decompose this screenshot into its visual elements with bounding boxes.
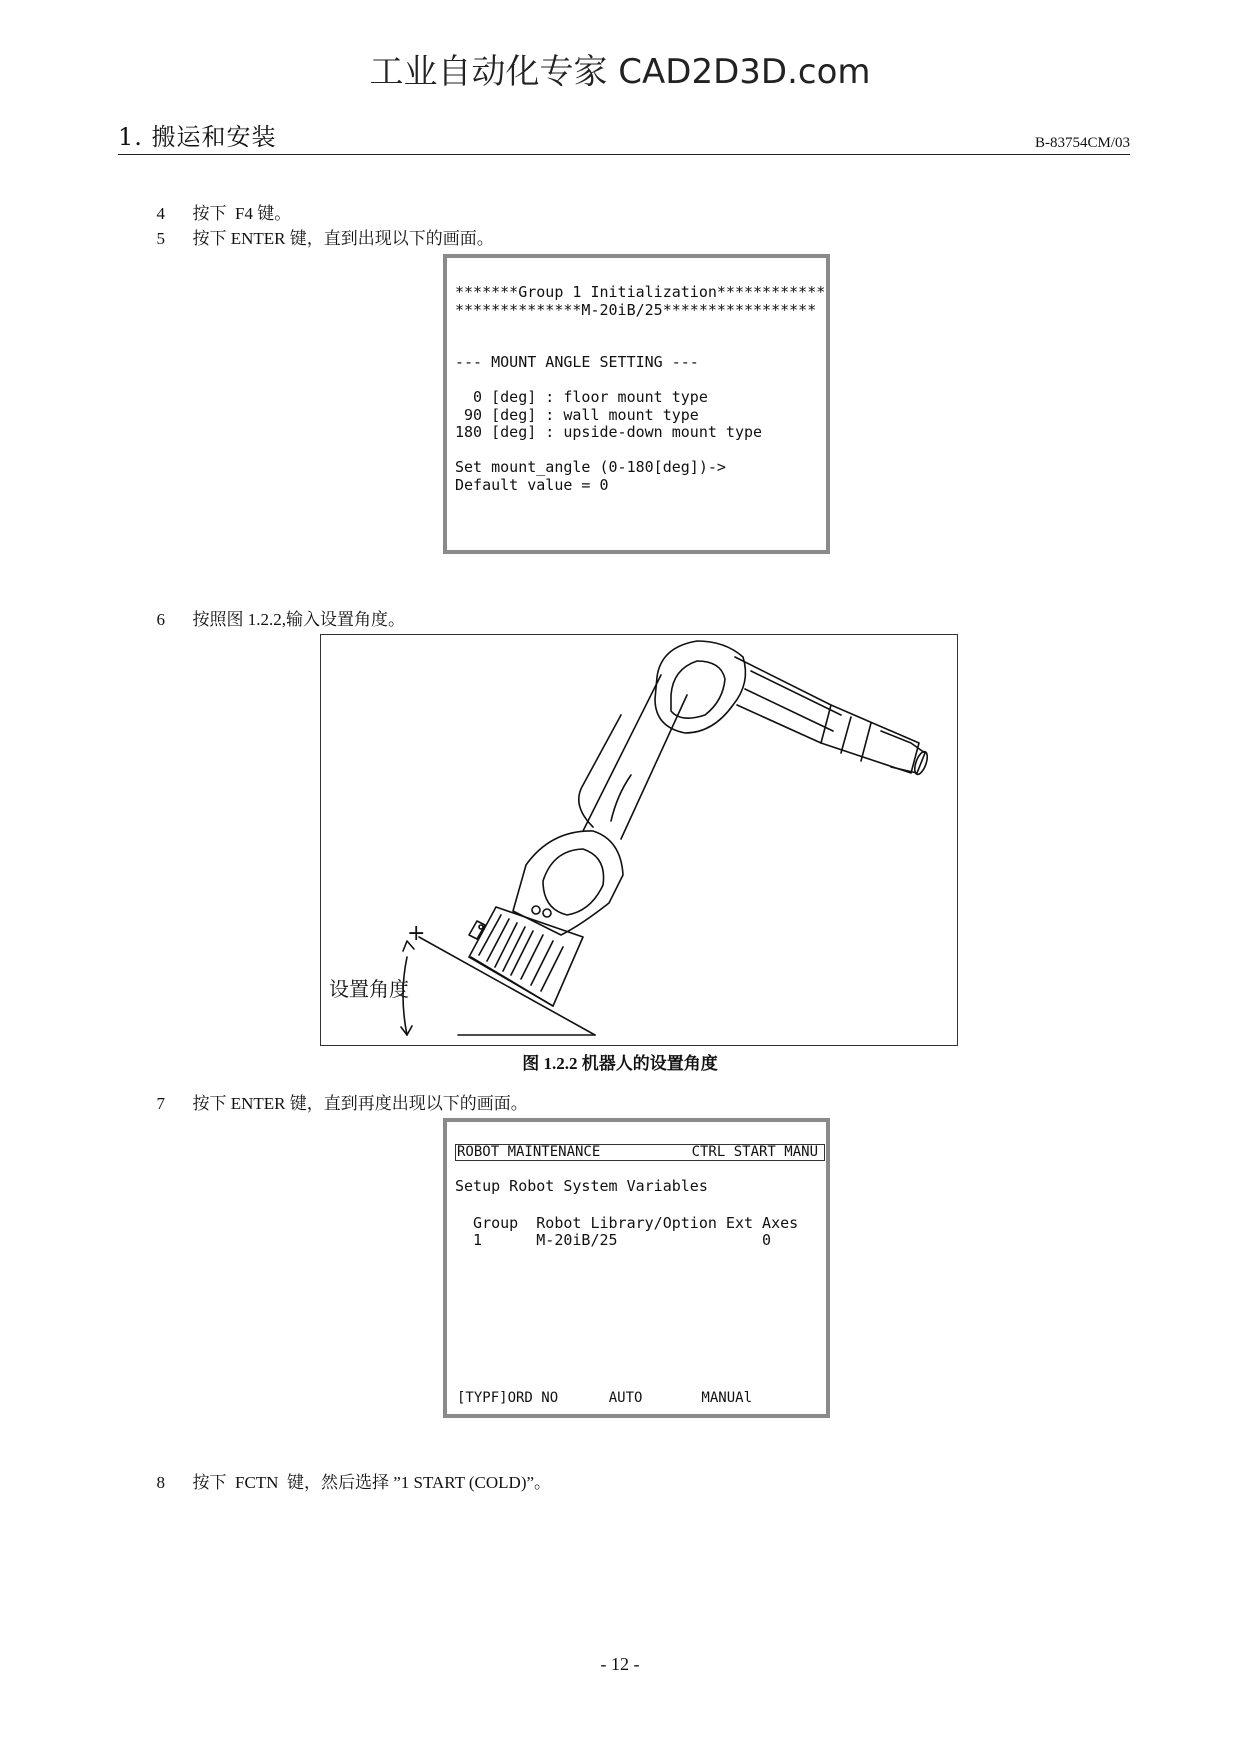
page-number: - 12 - [600, 1654, 640, 1674]
screen-line [455, 319, 825, 337]
teach-pendant-screen-robot-maintenance [443, 1118, 830, 1418]
screen-line: **************M-20iB/25***************** [455, 300, 817, 319]
robot-elbow [655, 641, 745, 733]
step-number: 6 [156, 610, 165, 629]
table-header: Group Robot Library/Option Ext Axes [455, 1214, 799, 1232]
screen-line: Default value = 0 [455, 475, 609, 494]
site-banner: 工业自动化专家 CAD2D3D.com [369, 52, 871, 92]
page-header [118, 122, 1130, 155]
step-text: 按下 F4 键。 [192, 204, 292, 223]
robot-wrist [881, 731, 925, 773]
screen-text [455, 284, 825, 494]
robot-mount-angle-figure [320, 634, 958, 1046]
screen-status: CTRL START MANU [691, 1144, 818, 1160]
function-key-bar: [TYPF]ORD NO AUTO MANUAl [457, 1390, 753, 1406]
screen-title-bar [455, 1144, 825, 1161]
screen-title: ROBOT MAINTENANCE [457, 1144, 601, 1160]
robot-drawing [321, 635, 959, 1047]
doc-number: B-83754CM/03 [1034, 135, 1130, 151]
step-number: 8 [156, 1473, 165, 1492]
setup-title: Setup Robot System Variables [455, 1177, 708, 1195]
screen-line [455, 337, 825, 355]
screen-line [455, 442, 825, 460]
robot-upper-arm [735, 657, 919, 773]
teach-pendant-screen-mount-angle [443, 254, 830, 554]
robot-j2-housing [513, 831, 623, 935]
screen-line: 0 [deg] : floor mount type [455, 388, 708, 406]
screen-line: 180 [deg] : upside-down mount type [455, 423, 763, 441]
step-number: 5 [156, 229, 165, 248]
tilted-base-line [419, 937, 595, 1035]
step-5 [148, 206, 494, 250]
section-title: 1. 搬运和安装 [118, 123, 277, 151]
step-text: 按下 ENTER 键，直到出现以下的画面。 [192, 229, 494, 248]
table-row: 1 M-20iB/25 0 [455, 1231, 772, 1249]
screen-line: *******Group 1 Initialization************ [455, 283, 826, 301]
screen-line: --- MOUNT ANGLE SETTING --- [455, 353, 699, 371]
step-text: 按照图 1.2.2,输入设置角度。 [192, 610, 405, 629]
step-8 [148, 1450, 551, 1494]
positive-direction-label: + [407, 921, 426, 946]
step-number: 4 [156, 204, 165, 223]
screen-line: Set mount_angle (0-180[deg])-> [455, 458, 726, 476]
step-text: 按下 FCTN 键，然后选择 ”1 START (COLD)”。 [192, 1473, 552, 1492]
figure-caption: 图 1.2.2 机器人的设置角度 [522, 1054, 718, 1073]
screen-line: 90 [deg] : wall mount type [455, 405, 699, 424]
step-number: 7 [156, 1094, 165, 1113]
step-6 [148, 587, 405, 631]
step-text: 按下 ENTER 键，直到再度出现以下的画面。 [192, 1094, 528, 1113]
screen-line [455, 372, 825, 390]
robot-base [469, 907, 583, 1006]
mount-angle-label: 设置角度 [329, 977, 409, 1001]
step-7 [148, 1071, 528, 1115]
